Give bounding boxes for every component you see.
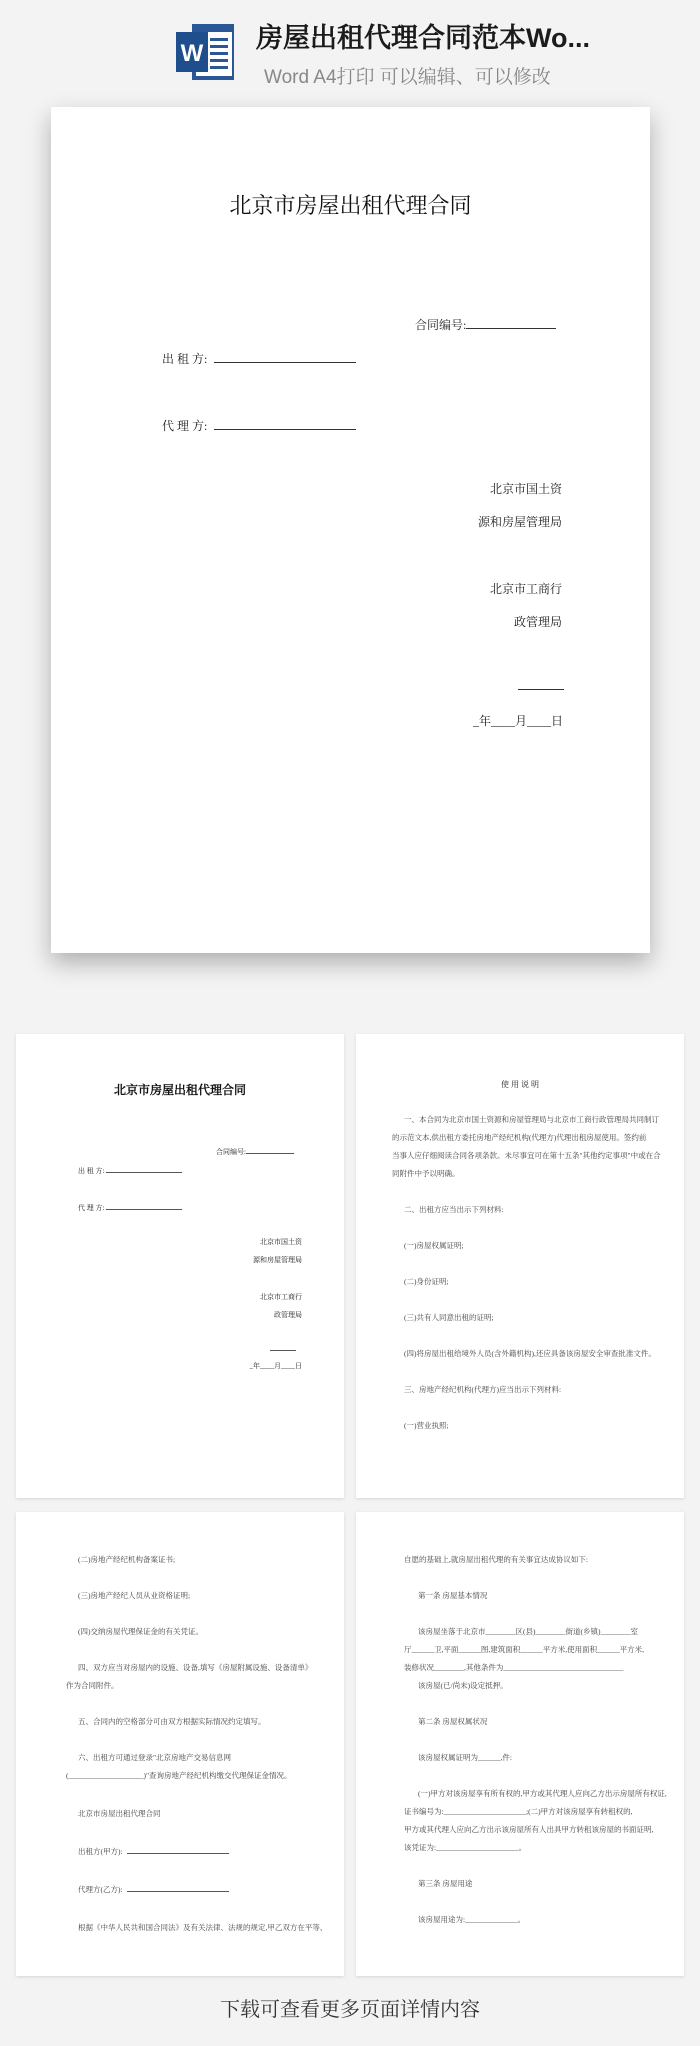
page4-line: (一)甲方对该房屋享有所有权的,甲方或其代理人应向乙方出示房屋所有权证, — [418, 1789, 667, 1798]
thumb-contract-number — [216, 1146, 294, 1157]
page3-lessor-row — [78, 1846, 229, 1857]
thumb-lessor-blank — [106, 1165, 182, 1173]
authority1-line2: 源和房屋管理局 — [477, 515, 562, 529]
thumbnail-page-2[interactable] — [356, 1034, 684, 1498]
page3-line: (三)房地产经纪人员从业资格证明; — [78, 1591, 191, 1600]
notes-line: 的示范文本,供出租方委托房地产经纪机构(代理方)代理出租房屋使用。签约前 — [392, 1133, 647, 1142]
authority2-line2: 政管理局 — [513, 615, 562, 629]
notes-line: (二)身份证明; — [404, 1277, 449, 1286]
notes-line: 当事人应仔细阅读合同各项条款。未尽事宜可在第十五条"其他约定事项"中或在合 — [392, 1151, 661, 1160]
signature-line — [518, 689, 564, 690]
notes-line: 一、本合同为北京市国土资源和房屋管理局与北京市工商行政管理局共同制订 — [404, 1115, 659, 1124]
thumb-signature-line — [270, 1350, 296, 1351]
page3-line: (四)交纳房屋代理保证金的有关凭证。 — [78, 1627, 203, 1636]
page4-line: 第三条 房屋用途 — [418, 1879, 473, 1888]
page4-line: 第一条 房屋基本情况 — [418, 1591, 488, 1600]
svg-text:W: W — [180, 40, 204, 67]
page3-agent-row — [78, 1884, 229, 1895]
page3-line: 五、合同内的空格部分可由双方根据实际情况约定填写。 — [78, 1717, 266, 1726]
thumbnail-page-1[interactable] — [16, 1034, 344, 1498]
lessor-blank — [214, 348, 356, 363]
page3-line: 六、出租方可通过登录"北京房地产交易信息网 — [78, 1753, 232, 1762]
page4-line: 该房屋坐落于北京市________区(县)________街道(乡镇)________室 — [418, 1627, 638, 1636]
authority2-line1: 北京市工商行 — [489, 582, 562, 596]
page4-line: 该房屋(已/尚未)设定抵押。 — [418, 1681, 508, 1690]
thumb-contract-number-label: 合同编号: — [216, 1148, 246, 1156]
notes-line: (四)将房屋出租给境外人员(含外籍机构),还应具备该房屋安全审查批准文件。 — [404, 1349, 656, 1358]
page4-line: 该房屋用途为:______________。 — [418, 1915, 526, 1924]
thumb-authority1-line1: 北京市国土资 — [260, 1238, 302, 1246]
page3-line: 四、双方应当对房屋内的设施、设备,填写《房屋附属设施、设备清单》 — [78, 1663, 313, 1672]
page4-line: 该房屋权属证明为______,件: — [418, 1753, 512, 1762]
thumb-lessor-label: 出 租 方: — [78, 1167, 105, 1175]
notes-line: 三、房地产经纪机构(代理方)应当出示下列材料: — [404, 1385, 562, 1394]
word-document-icon — [174, 20, 238, 84]
cover-page-preview — [51, 107, 650, 953]
page3-line: (二)房地产经纪机构备案证书; — [78, 1555, 176, 1564]
document-subtitle: Word A4打印 可以编辑、可以修改 — [264, 67, 551, 88]
contract-title: 北京市房屋出租代理合同 — [229, 193, 472, 218]
download-more-pages-link[interactable]: 下载可查看更多页面详情内容 — [220, 1999, 480, 2021]
page3-agent-blank — [127, 1884, 229, 1892]
page3-line: (____________________)"查询房地产经纪机构缴交代理保证金情况。 — [66, 1771, 292, 1780]
thumb-agent-blank — [106, 1202, 182, 1210]
section-divider — [0, 990, 700, 998]
lessor-row — [162, 348, 356, 367]
page4-line: 该凭证为:______________________。 — [404, 1843, 527, 1852]
page4-line: 装修状况________,其他条件为________________________________ — [404, 1663, 624, 1672]
thumb-lessor-row — [78, 1165, 182, 1176]
page4-line: 厅______卫,平面______图,建筑面积______平方米,使用面积______平方米, — [404, 1645, 644, 1654]
lessor-label: 出 租 方: — [162, 352, 208, 366]
notes-line: 二、出租方应当出示下列材料: — [404, 1205, 504, 1214]
page3-line: 作为合同附件。 — [66, 1681, 119, 1690]
page3-lessor-label: 出租方(甲方): — [78, 1847, 123, 1856]
agent-row — [162, 415, 356, 434]
page4-line: 第二条 房屋权属状况 — [418, 1717, 488, 1726]
authority1-line1: 北京市国土资 — [489, 482, 562, 496]
agent-label: 代 理 方: — [162, 419, 208, 433]
page4-line: 自愿的基础上,就房屋出租代理的有关事宜达成协议如下: — [404, 1555, 588, 1564]
notes-title: 使 用 说 明 — [501, 1080, 539, 1089]
thumbnail-page-4[interactable] — [356, 1512, 684, 1976]
contract-number-row — [415, 314, 556, 333]
thumb-authority1-line2: 源和房屋管理局 — [253, 1256, 302, 1264]
thumb-agent-label: 代 理 方: — [78, 1204, 105, 1212]
page3-agent-label: 代理方(乙方): — [78, 1885, 123, 1894]
thumb-authority2-line2: 政管理局 — [274, 1311, 302, 1319]
contract-number-label: 合同编号: — [415, 318, 467, 332]
page4-line: 甲方或其代理人应向乙方出示该房屋所有人出具甲方转租该房屋的书面证明, — [404, 1825, 654, 1834]
thumbnail-page-3[interactable] — [16, 1512, 344, 1976]
page4-line: 证书编号为:______________________;(二)甲方对该房屋享有转租权的, — [404, 1807, 633, 1816]
notes-line: (一)营业执照; — [404, 1421, 449, 1430]
thumb-contract-title: 北京市房屋出租代理合同 — [113, 1083, 246, 1097]
thumb-agent-row — [78, 1202, 182, 1213]
page3-line: 根据《中华人民共和国合同法》及有关法律、法规的规定,甲乙双方在平等、 — [78, 1923, 328, 1932]
document-title: 房屋出租代理合同范本Wo... — [256, 23, 590, 53]
contract-number-blank — [466, 314, 556, 329]
notes-line: (一)房屋权属证明; — [404, 1241, 464, 1250]
page3-lessor-blank — [127, 1846, 229, 1854]
notes-line: (三)共有人同意出租的证明; — [404, 1313, 494, 1322]
agent-blank — [214, 415, 356, 430]
thumb-date-line: _年____月____日 — [249, 1362, 302, 1370]
document-header — [0, 0, 700, 98]
page3-line: 北京市房屋出租代理合同 — [78, 1809, 161, 1818]
date-line: _年____月____日 — [472, 714, 563, 728]
notes-line: 同附件中予以明确。 — [392, 1169, 460, 1178]
thumb-authority2-line1: 北京市工商行 — [260, 1293, 302, 1301]
thumb-contract-number-blank — [246, 1146, 294, 1154]
